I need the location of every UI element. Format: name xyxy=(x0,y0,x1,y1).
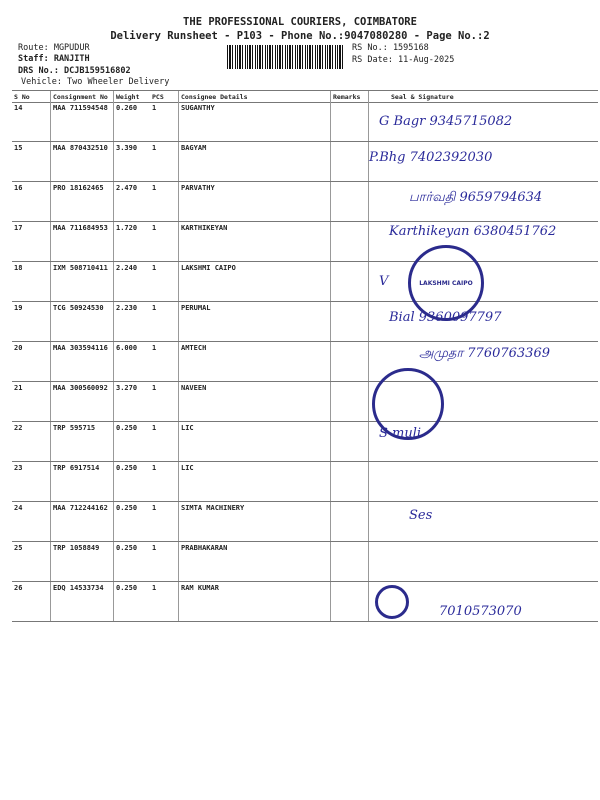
s-no-cell: 26 xyxy=(14,584,23,592)
table-row xyxy=(12,262,598,302)
route: Route: MGPUDUR xyxy=(18,43,90,53)
remarks-cell xyxy=(330,382,368,421)
signature-cell xyxy=(368,302,598,341)
weight-cell: 0.260 xyxy=(113,102,150,141)
pcs-cell: 1 xyxy=(152,224,157,232)
consignment-no-cell: PRO 18162465 xyxy=(50,182,113,221)
drs-number: DRS No.: DCJB159516802 xyxy=(18,66,131,76)
s-no-cell: 22 xyxy=(14,424,23,432)
consignee-cell: PARVATHY xyxy=(178,182,330,221)
consignment-no-cell: MAA 870432510 xyxy=(50,142,113,181)
handwritten-signature: P.Bhg 7402392030 xyxy=(369,150,493,165)
staff: Staff: RANJITH xyxy=(18,54,90,64)
s-no-cell: 20 xyxy=(14,344,23,352)
consignee-cell: SUGANTHY xyxy=(178,102,330,141)
signature-cell xyxy=(368,182,598,221)
runsheet-subtitle: Delivery Runsheet - P103 - Phone No.:9047080280 - Page No.:2 xyxy=(110,30,490,42)
company-seal-stamp xyxy=(375,585,409,619)
table-row xyxy=(12,142,598,182)
remarks-cell xyxy=(330,222,368,261)
pcs-cell: 1 xyxy=(152,464,157,472)
handwritten-signature: Ses xyxy=(409,508,433,523)
pcs-cell: 1 xyxy=(152,104,157,112)
consignee-cell: LIC xyxy=(178,422,330,461)
barcode xyxy=(227,45,345,69)
col-seal-signature: Seal & Signature xyxy=(368,91,598,102)
consignment-no-cell: IXM 508710411 xyxy=(50,262,113,301)
consignee-cell: KARTHIKEYAN xyxy=(178,222,330,261)
col-sno: S No xyxy=(14,93,30,101)
signature-cell xyxy=(368,102,598,141)
s-no-cell: 24 xyxy=(14,504,23,512)
remarks-cell xyxy=(330,462,368,501)
handwritten-signature: S muli xyxy=(379,426,422,441)
consignment-no-cell: TCG 50924530 xyxy=(50,302,113,341)
handwritten-signature: V xyxy=(379,274,389,289)
remarks-cell xyxy=(330,142,368,181)
s-no-cell: 17 xyxy=(14,224,23,232)
weight-cell: 0.250 xyxy=(113,542,150,581)
table-row xyxy=(12,222,598,262)
pcs-cell: 1 xyxy=(152,384,157,392)
remarks-cell xyxy=(330,422,368,461)
s-no-cell: 18 xyxy=(14,264,23,272)
s-no-cell: 15 xyxy=(14,144,23,152)
consignment-no-cell: MAA 711594548 xyxy=(50,102,113,141)
signature-cell xyxy=(368,462,598,501)
consignee-cell: PRABHAKARAN xyxy=(178,542,330,581)
col-consignee: Consignee Details xyxy=(178,91,330,102)
table-row xyxy=(12,582,598,622)
col-remarks: Remarks xyxy=(330,91,368,102)
remarks-cell xyxy=(330,302,368,341)
pcs-cell: 1 xyxy=(152,304,157,312)
remarks-cell xyxy=(330,102,368,141)
weight-cell: 2.470 xyxy=(113,182,150,221)
s-no-cell: 21 xyxy=(14,384,23,392)
pcs-cell: 1 xyxy=(152,144,157,152)
col-pcs: PCS xyxy=(152,93,164,101)
weight-cell: 0.250 xyxy=(113,422,150,461)
consignee-cell: LAKSHMI CAIPO xyxy=(178,262,330,301)
pcs-cell: 1 xyxy=(152,264,157,272)
table-row xyxy=(12,462,598,502)
table-row xyxy=(12,302,598,342)
table-row xyxy=(12,422,598,462)
table-row xyxy=(12,502,598,542)
table-row xyxy=(12,102,598,142)
handwritten-signature: G Bagr 9345715082 xyxy=(379,114,513,129)
consignment-no-cell: EDQ 14533734 xyxy=(50,582,113,621)
company-title: THE PROFESSIONAL COURIERS, COIMBATORE xyxy=(183,16,417,28)
handwritten-signature: 7010573070 xyxy=(439,604,522,619)
weight-cell: 2.230 xyxy=(113,302,150,341)
s-no-cell: 25 xyxy=(14,544,23,552)
pcs-cell: 1 xyxy=(152,184,157,192)
consignee-cell: LIC xyxy=(178,462,330,501)
pcs-cell: 1 xyxy=(152,424,157,432)
weight-cell: 6.000 xyxy=(113,342,150,381)
signature-cell xyxy=(368,502,598,541)
pcs-cell: 1 xyxy=(152,584,157,592)
company-seal-stamp xyxy=(372,368,444,440)
weight-cell: 0.250 xyxy=(113,502,150,541)
s-no-cell: 16 xyxy=(14,184,23,192)
consignee-cell: BAGYAM xyxy=(178,142,330,181)
consignment-no-cell: MAA 300560092 xyxy=(50,382,113,421)
pcs-cell: 1 xyxy=(152,544,157,552)
table-row xyxy=(12,182,598,222)
consignment-no-cell: MAA 711684953 xyxy=(50,222,113,261)
consignee-cell: PERUMAL xyxy=(178,302,330,341)
remarks-cell xyxy=(330,182,368,221)
signature-cell xyxy=(368,542,598,581)
weight-cell: 0.250 xyxy=(113,462,150,501)
company-seal-stamp: LAKSHMI CAIPO xyxy=(408,245,484,321)
weight-cell: 3.270 xyxy=(113,382,150,421)
remarks-cell xyxy=(330,582,368,621)
consignment-no-cell: MAA 303594116 xyxy=(50,342,113,381)
consignment-no-cell: TRP 595715 xyxy=(50,422,113,461)
table-row xyxy=(12,382,598,422)
col-weight: Weight xyxy=(113,91,150,102)
weight-cell: 2.240 xyxy=(113,262,150,301)
remarks-cell xyxy=(330,342,368,381)
rs-number: RS No.: 1595168 xyxy=(352,43,429,53)
s-no-cell: 14 xyxy=(14,104,23,112)
remarks-cell xyxy=(330,542,368,581)
rs-date: RS Date: 11-Aug-2025 xyxy=(352,55,455,65)
weight-cell: 0.250 xyxy=(113,582,150,621)
pcs-cell: 1 xyxy=(152,504,157,512)
handwritten-signature: Karthikeyan 6380451762 xyxy=(389,224,557,239)
table-row xyxy=(12,542,598,582)
table-row xyxy=(12,342,598,382)
consignee-cell: SIMTA MACHINERY xyxy=(178,502,330,541)
s-no-cell: 23 xyxy=(14,464,23,472)
weight-cell: 3.390 xyxy=(113,142,150,181)
handwritten-signature: பார்வதி 9659794634 xyxy=(409,190,543,205)
consignment-no-cell: TRP 6917514 xyxy=(50,462,113,501)
remarks-cell xyxy=(330,262,368,301)
remarks-cell xyxy=(330,502,368,541)
signature-cell xyxy=(368,222,598,261)
pcs-cell: 1 xyxy=(152,344,157,352)
handwritten-signature: Bial 9360097797 xyxy=(389,310,502,325)
s-no-cell: 19 xyxy=(14,304,23,312)
consignment-no-cell: TRP 1058849 xyxy=(50,542,113,581)
col-consignment: Consignment No xyxy=(50,91,113,102)
consignee-cell: RAM KUMAR xyxy=(178,582,330,621)
handwritten-signature: அமுதா 7760763369 xyxy=(419,346,550,361)
signature-cell xyxy=(368,142,598,181)
consignment-no-cell: MAA 712244162 xyxy=(50,502,113,541)
consignee-cell: NAVEEN xyxy=(178,382,330,421)
consignee-cell: AMTECH xyxy=(178,342,330,381)
vehicle: Vehicle: Two Wheeler Delivery xyxy=(21,77,170,87)
weight-cell: 1.720 xyxy=(113,222,150,261)
